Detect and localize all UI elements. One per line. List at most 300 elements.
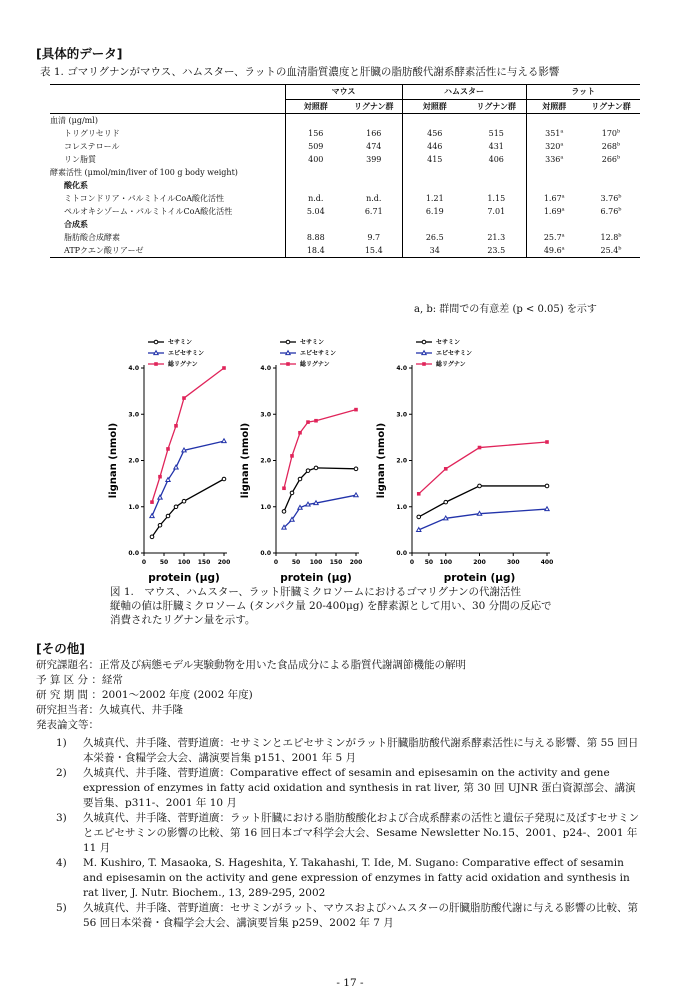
table-cell xyxy=(526,179,582,192)
table-header-subgroups xyxy=(50,100,640,114)
data-point xyxy=(417,528,421,532)
y-tick-label: 3.0 xyxy=(260,411,271,419)
info-publications: 発表論文等： xyxy=(36,719,99,731)
table-cell-value: n.d. xyxy=(308,193,324,203)
y-tick-label: 2.0 xyxy=(128,457,139,465)
y-tick-label: 1.0 xyxy=(396,503,407,511)
table-subheader: リグナン群 xyxy=(582,100,640,114)
table-cell-value: 166 xyxy=(366,128,382,138)
data-point xyxy=(150,500,154,504)
x-tick-label: 0 xyxy=(409,559,415,566)
legend-marker xyxy=(422,340,426,344)
table-header-groups xyxy=(50,85,640,100)
legend-label: 総リグナン xyxy=(300,361,330,369)
series-line xyxy=(284,495,356,527)
table-cell xyxy=(582,192,640,205)
table-cell xyxy=(402,179,467,192)
table-subheader: リグナン群 xyxy=(346,100,402,114)
table-cell-value: 7.01 xyxy=(487,206,506,216)
reference-item xyxy=(36,901,644,931)
data-point xyxy=(314,419,318,423)
table-cell-value: 351 xyxy=(545,128,561,138)
data-point xyxy=(306,502,310,506)
table-cell xyxy=(346,140,402,153)
significance-mark: b xyxy=(618,244,622,251)
table-cell xyxy=(582,179,640,192)
table-row-label: ミトコンドリア・パルミトイルCoA酸化活性 xyxy=(64,193,224,203)
table-cell xyxy=(402,114,467,128)
table-cell-value: 26.5 xyxy=(425,232,444,242)
table-row xyxy=(50,192,640,205)
significance-mark: a xyxy=(561,244,565,251)
table-cell-value: 320 xyxy=(545,141,561,151)
table-cell-value: 49.6 xyxy=(543,245,562,255)
table-cell xyxy=(346,179,402,192)
table-cell-value: 399 xyxy=(366,154,382,164)
section-title-other: [その他] xyxy=(36,641,85,656)
data-point xyxy=(298,431,302,435)
info-budget: 予 算 区 分 ：経常 xyxy=(36,674,123,686)
table-cell-value: 25.4 xyxy=(600,245,619,255)
table-row xyxy=(50,114,640,128)
page-number: - 17 - xyxy=(336,977,364,989)
table-cell xyxy=(467,114,526,128)
data-point xyxy=(166,447,170,451)
significance-mark: b xyxy=(618,192,622,199)
legend-marker xyxy=(286,351,290,355)
y-tick-label: 2.0 xyxy=(260,457,271,465)
x-axis-label: protein (μg) xyxy=(443,572,516,584)
legend-marker xyxy=(154,340,158,344)
reference-item xyxy=(36,811,644,856)
table-group-header: マウス xyxy=(285,85,402,100)
data-point xyxy=(478,446,482,450)
table-cell-value: 23.5 xyxy=(487,245,506,255)
table-cell xyxy=(467,244,526,258)
table-cell-value: 1.69 xyxy=(543,206,562,216)
table-cell xyxy=(402,218,467,231)
data-point xyxy=(150,514,154,518)
table-row-label: コレステロール xyxy=(64,141,120,151)
table-row xyxy=(50,166,640,179)
reference-text: M. Kushiro, T. Masaoka, S. Hageshita, Y. Takahashi, T. Ide, M. Sugano: Comparative effect of sesamin and episesamin on the activity and gene expression of enzymes in fatty acid oxidation and synthesis in rat liver, J. Nutr. Biochem., 13, 289-295, 2002 xyxy=(83,857,630,899)
table-cell xyxy=(467,218,526,231)
table-cell xyxy=(346,205,402,218)
table-cell xyxy=(346,192,402,205)
chart-rat-svg xyxy=(370,330,555,590)
table-cell xyxy=(526,244,582,258)
significance-mark: b xyxy=(617,153,621,160)
table-cell-value: 515 xyxy=(488,128,504,138)
y-axis-label: lignan (nmol) xyxy=(108,422,119,499)
significance-mark: a xyxy=(561,192,565,199)
table-cell xyxy=(467,192,526,205)
data-point xyxy=(182,396,186,400)
table-cell xyxy=(582,244,640,258)
x-tick-label: 200 xyxy=(473,559,486,566)
series-line xyxy=(152,479,224,537)
table-cell xyxy=(285,153,346,166)
table-subheader: リグナン群 xyxy=(467,100,526,114)
chart-mouse xyxy=(102,330,232,590)
table-row xyxy=(50,244,640,258)
table-group-header: ラット xyxy=(526,85,640,100)
table-cell-value: 18.4 xyxy=(306,245,325,255)
y-tick-label: 1.0 xyxy=(260,503,271,511)
table-cell xyxy=(402,166,467,179)
table-cell xyxy=(402,244,467,258)
table-cell xyxy=(467,166,526,179)
figure-caption xyxy=(110,585,552,627)
data-point xyxy=(174,424,178,428)
x-tick-label: 0 xyxy=(273,559,279,566)
series-line xyxy=(152,441,224,516)
significance-mark: a xyxy=(560,127,564,134)
y-tick-label: 0.0 xyxy=(260,550,271,557)
significance-mark: a xyxy=(561,231,565,238)
table-cell-value: n.d. xyxy=(366,193,382,203)
table-cell xyxy=(526,140,582,153)
table-cell xyxy=(346,153,402,166)
table-cell-value: 5.04 xyxy=(306,206,325,216)
data-point xyxy=(298,477,302,481)
table-cell-value: 266 xyxy=(601,154,618,164)
table-cell-value: 456 xyxy=(427,128,443,138)
table-cell xyxy=(346,231,402,244)
data-point xyxy=(444,467,448,471)
table-cell xyxy=(582,140,640,153)
reference-item xyxy=(36,736,644,766)
table-cell xyxy=(526,166,582,179)
table-cell xyxy=(285,205,346,218)
table-cell-value: 6.76 xyxy=(600,206,619,216)
table-cell-value: 509 xyxy=(308,141,324,151)
table-cell-value: 15.4 xyxy=(364,245,383,255)
table-cell-value: 3.76 xyxy=(600,193,619,203)
table-caption: 表 1. ゴマリグナンがマウス、ハムスター、ラットの血清脂質濃度と肝臓の脂肪酸代謝系酵素活性に与える影響 xyxy=(40,66,560,78)
table-cell-value: 156 xyxy=(308,128,324,138)
reference-number: 4) xyxy=(56,857,67,869)
table-cell-value: 268 xyxy=(601,141,618,151)
significance-mark: a xyxy=(560,153,564,160)
table-row-label: 脂肪酸合成酵素 xyxy=(64,232,120,242)
table-row-label: 合成系 xyxy=(64,219,88,229)
table-cell xyxy=(285,192,346,205)
table-cell xyxy=(402,153,467,166)
table-group-header: ハムスター xyxy=(402,85,526,100)
table-cell-value: 400 xyxy=(308,154,324,164)
project-info xyxy=(36,658,656,733)
table-cell xyxy=(526,231,582,244)
x-tick-label: 100 xyxy=(439,559,453,566)
table-cell xyxy=(346,127,402,140)
table-cell-value: 1.15 xyxy=(487,193,506,203)
data-point xyxy=(417,492,421,496)
data-point xyxy=(222,366,226,370)
data-point xyxy=(222,477,226,481)
legend-label: セサミン xyxy=(436,339,461,347)
data-point xyxy=(417,515,421,519)
legend-label: エピセサミン xyxy=(300,350,337,358)
data-point xyxy=(477,511,481,515)
reference-list xyxy=(36,736,644,931)
data-point xyxy=(174,505,178,509)
significance-mark: b xyxy=(617,140,621,147)
y-tick-label: 3.0 xyxy=(128,411,139,419)
table-cell-value: 1.21 xyxy=(425,193,444,203)
series-line xyxy=(419,509,547,530)
table-cell xyxy=(285,231,346,244)
x-tick-label: 150 xyxy=(329,559,343,566)
chart-hamster-svg xyxy=(234,330,364,590)
table-cell xyxy=(582,114,640,128)
table-cell-value: 34 xyxy=(429,245,440,255)
legend-label: エピセサミン xyxy=(436,350,473,358)
table-footnote: a, b: 群間での有意差 (p < 0.05) を示す xyxy=(414,304,597,315)
info-researchers: 研究担当者：久城真代、井手隆 xyxy=(36,704,183,716)
y-tick-label: 3.0 xyxy=(396,411,407,419)
reference-item xyxy=(36,766,644,811)
table-row xyxy=(50,218,640,231)
data-point xyxy=(282,510,286,514)
y-tick-label: 2.0 xyxy=(396,457,407,465)
x-tick-label: 100 xyxy=(309,559,323,566)
table-row xyxy=(50,140,640,153)
x-tick-label: 0 xyxy=(141,559,147,566)
data-point xyxy=(166,514,170,518)
table-cell xyxy=(346,166,402,179)
y-tick-label: 1.0 xyxy=(128,503,139,511)
table-cell-value: 6.19 xyxy=(425,206,444,216)
table-cell-value: 8.88 xyxy=(306,232,325,242)
y-tick-label: 4.0 xyxy=(128,365,139,372)
table-cell-value: 1.67 xyxy=(543,193,562,203)
data-point xyxy=(306,420,310,424)
data-table xyxy=(50,84,640,258)
reference-text: 久城真代、井手隆、菅野道廣：セサミンとエピセサミンがラット肝臓脂肪酸代謝系酵素活性に与える影響、第 55 回日本栄養・食糧学会大会、講演要旨集 p151、2001 年 5 月 xyxy=(83,737,639,764)
table-cell xyxy=(285,179,346,192)
significance-mark: a xyxy=(560,140,564,147)
table-cell xyxy=(467,231,526,244)
data-point xyxy=(545,484,549,488)
legend-marker xyxy=(422,362,426,366)
x-tick-label: 150 xyxy=(197,559,211,566)
table-row-label: 酵素活性 (μmol/min/liver of 100 g body weight) xyxy=(50,167,238,177)
legend-marker xyxy=(422,351,426,355)
legend-label: セサミン xyxy=(168,339,193,347)
table-cell-value: 9.7 xyxy=(367,232,381,242)
reference-number: 3) xyxy=(56,812,67,824)
legend-label: 総リグナン xyxy=(168,361,198,369)
table-cell xyxy=(467,127,526,140)
table-cell xyxy=(346,114,402,128)
table-cell xyxy=(526,192,582,205)
series-line xyxy=(284,410,356,489)
reference-item xyxy=(36,856,644,901)
table-cell-value: 446 xyxy=(427,141,443,151)
data-point xyxy=(444,516,448,520)
table-cell-value: 415 xyxy=(427,154,443,164)
data-point xyxy=(354,408,358,412)
y-axis-label: lignan (nmol) xyxy=(240,422,251,499)
table-cell-value: 12.8 xyxy=(600,232,619,242)
info-period: 研 究 期 間 ：2001～2002 年度 (2002 年度) xyxy=(36,689,253,701)
table-cell xyxy=(402,127,467,140)
reference-number: 5) xyxy=(56,902,67,914)
table-cell xyxy=(346,244,402,258)
data-point xyxy=(478,484,482,488)
data-point xyxy=(282,486,286,490)
x-tick-label: 100 xyxy=(177,559,191,566)
table-cell-value: 474 xyxy=(366,141,382,151)
table-cell xyxy=(346,218,402,231)
y-tick-label: 0.0 xyxy=(396,550,407,557)
table-cell xyxy=(285,140,346,153)
table-cell xyxy=(467,153,526,166)
data-point xyxy=(150,535,154,539)
series-line xyxy=(152,368,224,502)
data-point xyxy=(545,507,549,511)
table-row xyxy=(50,231,640,244)
table-row-label: 酸化系 xyxy=(64,180,88,190)
y-tick-label: 4.0 xyxy=(260,365,271,372)
legend-marker xyxy=(154,362,158,366)
table-subheader: 対照群 xyxy=(285,100,346,114)
legend-marker xyxy=(286,362,290,366)
legend-label: エピセサミン xyxy=(168,350,205,358)
table-row xyxy=(50,205,640,218)
data-point xyxy=(158,475,162,479)
y-tick-label: 0.0 xyxy=(128,550,139,557)
table-cell xyxy=(285,218,346,231)
data-point xyxy=(354,467,358,471)
table-cell-value: 21.3 xyxy=(487,232,506,242)
table-cell xyxy=(467,205,526,218)
table-cell xyxy=(285,114,346,128)
series-line xyxy=(419,486,547,517)
table-row-label: ATPクエン酸リアーゼ xyxy=(50,244,285,258)
table-cell xyxy=(285,127,346,140)
table-cell xyxy=(402,140,467,153)
data-point xyxy=(306,469,310,473)
legend-marker xyxy=(286,340,290,344)
legend-label: 総リグナン xyxy=(436,361,466,369)
table-row xyxy=(50,179,640,192)
table-cell xyxy=(285,244,346,258)
x-tick-label: 300 xyxy=(506,559,520,566)
table-cell-value: 406 xyxy=(488,154,504,164)
x-tick-label: 50 xyxy=(291,559,301,566)
x-axis-label: protein (μg) xyxy=(148,572,220,584)
legend-marker xyxy=(154,351,158,355)
table-cell xyxy=(582,127,640,140)
table-cell xyxy=(467,179,526,192)
data-point xyxy=(545,440,549,444)
significance-mark: b xyxy=(618,231,622,238)
table-header-blank xyxy=(50,85,285,100)
table-cell xyxy=(402,231,467,244)
table-cell xyxy=(402,192,467,205)
table-row-label: リン脂質 xyxy=(64,154,96,164)
x-tick-label: 50 xyxy=(424,559,434,566)
table-cell-value: 25.7 xyxy=(543,232,562,242)
table-cell xyxy=(526,205,582,218)
data-point xyxy=(298,505,302,509)
figure-caption-line2: 縦軸の値は肝臓ミクロソーム (タンパク量 20-400μg) を酵素源として用い、30 分間の反応で xyxy=(110,600,552,612)
data-point xyxy=(222,439,226,443)
chart-mouse-svg xyxy=(102,330,232,590)
x-tick-label: 200 xyxy=(349,559,363,566)
table-cell xyxy=(582,218,640,231)
chart-hamster xyxy=(234,330,364,590)
y-axis-label: lignan (nmol) xyxy=(376,422,387,499)
legend-label: セサミン xyxy=(300,339,325,347)
data-point xyxy=(158,495,162,499)
table-cell-value: 431 xyxy=(488,141,504,151)
info-title: 研究課題名：正常及び病態モデル実験動物を用いた食品成分による脂質代謝調節機能の解明 xyxy=(36,659,466,671)
table-cell xyxy=(402,205,467,218)
data-point xyxy=(290,491,294,495)
table-row xyxy=(50,153,640,166)
figure-caption-line1: 図 1. マウス、ハムスター、ラット肝臓ミクロソームにおけるゴマリグナンの代謝活性 xyxy=(110,586,521,598)
section-title-data: [具体的データ] xyxy=(36,46,123,61)
significance-mark: a xyxy=(561,205,565,212)
data-point xyxy=(290,454,294,458)
data-point xyxy=(174,465,178,469)
table-cell xyxy=(582,166,640,179)
data-point xyxy=(444,500,448,504)
table-cell xyxy=(582,231,640,244)
table-subheader: 対照群 xyxy=(402,100,467,114)
y-tick-label: 4.0 xyxy=(396,365,407,372)
table-subheader: 対照群 xyxy=(526,100,582,114)
reference-text: 久城真代、井手隆、菅野道廣：ラット肝臓における脂肪酸酸化および合成系酵素の活性と遺伝子発現に及ぼすセサミンとエピセサミンの影響の比較、第 16 回日本ゴマ科学会大会、Sesame Newsletter No.15、2001、p24-、2001 年 11 月 xyxy=(83,812,640,854)
series-line xyxy=(284,468,356,511)
table-row-label: ペルオキシゾーム・パルミトイルCoA酸化活性 xyxy=(64,206,233,216)
table-row xyxy=(50,127,640,140)
figure-caption-line3: 消費されたリグナン量を示す。 xyxy=(110,614,256,626)
chart-rat xyxy=(370,330,555,590)
reference-text: 久城真代、井手隆、菅野道廣：セサミンがラット、マウスおよびハムスターの肝臓脂肪酸代謝に与える影響の比較、第 56 回日本栄養・食糧学会大会、講演要旨集 p259、2002 年 7 月 xyxy=(83,902,639,929)
table-header-blank xyxy=(50,100,285,114)
table-row-label: 血清 (μg/ml) xyxy=(50,115,98,125)
x-axis-label: protein (μg) xyxy=(280,572,352,584)
table-cell xyxy=(526,153,582,166)
x-tick-label: 200 xyxy=(217,559,231,566)
data-point xyxy=(158,523,162,527)
table-cell xyxy=(526,218,582,231)
table-cell xyxy=(582,205,640,218)
x-tick-label: 400 xyxy=(540,559,554,566)
significance-mark: b xyxy=(617,127,621,134)
table-cell-value: 336 xyxy=(545,154,561,164)
data-point xyxy=(314,466,318,470)
reference-text: 久城真代、井手隆、菅野道廣：Comparative effect of sesamin and episesamin on the activity and gene expression of enzymes in fatty acid oxidation and synthesis in rat liver, 第 30 回 UJNR 蛋白資源部会、講演要旨集、p311-、2001 年 10 月 xyxy=(83,767,636,809)
table-cell-value: 6.71 xyxy=(364,206,383,216)
table-cell xyxy=(467,140,526,153)
reference-number: 2) xyxy=(56,767,67,779)
table-cell xyxy=(582,153,640,166)
significance-mark: b xyxy=(618,205,622,212)
table-cell xyxy=(526,127,582,140)
table-cell-value: 170 xyxy=(601,128,618,138)
table-row-label: トリグリセリド xyxy=(64,128,120,138)
data-point xyxy=(182,499,186,503)
table-cell xyxy=(526,114,582,128)
table-cell xyxy=(285,166,346,179)
data-point xyxy=(314,501,318,505)
data-point xyxy=(182,448,186,452)
